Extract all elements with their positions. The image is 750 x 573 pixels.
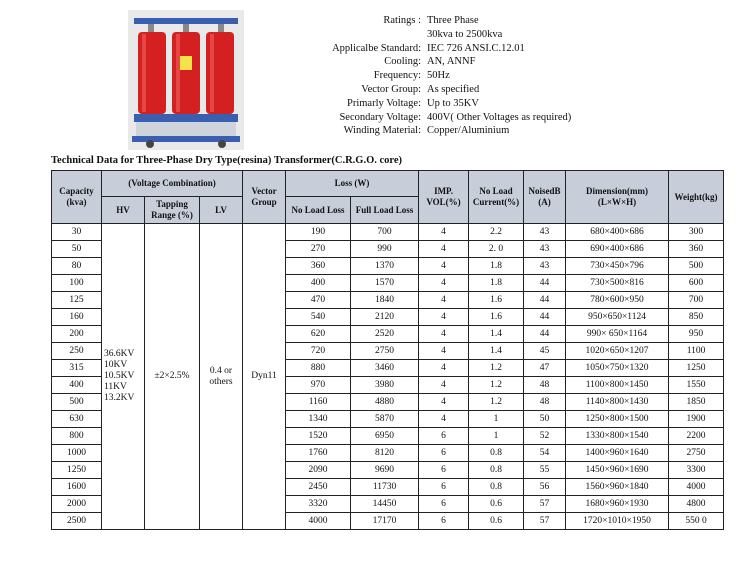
spec-row bbox=[285, 28, 571, 42]
spec-value: Up to 35KV bbox=[427, 97, 479, 109]
no-load-current-cell: 1.8 bbox=[469, 258, 524, 275]
capacity-cell: 1250 bbox=[52, 462, 102, 479]
table-body bbox=[52, 224, 724, 530]
noise-cell: 56 bbox=[524, 479, 566, 496]
header-vector-group: Vector Group bbox=[243, 171, 286, 224]
header-voltage-combination: (Voltage Combination) bbox=[102, 171, 243, 197]
spec-label: Cooling: bbox=[384, 56, 421, 68]
weight-cell: 2200 bbox=[669, 428, 724, 445]
spec-row bbox=[285, 69, 571, 83]
weight-cell: 3300 bbox=[669, 462, 724, 479]
capacity-cell: 315 bbox=[52, 360, 102, 377]
weight-cell: 2750 bbox=[669, 445, 724, 462]
capacity-cell: 80 bbox=[52, 258, 102, 275]
imp-vol-cell: 4 bbox=[419, 343, 469, 360]
no-load-current-cell: 1 bbox=[469, 428, 524, 445]
weight-cell: 1900 bbox=[669, 411, 724, 428]
spec-value: IEC 726 ANSI.C.12.01 bbox=[427, 42, 525, 54]
imp-vol-cell: 4 bbox=[419, 258, 469, 275]
dimension-cell: 1330×800×1540 bbox=[566, 428, 669, 445]
spec-row bbox=[285, 111, 571, 125]
technical-data-table bbox=[51, 170, 724, 530]
specifications-list bbox=[285, 14, 571, 138]
header-full-load-loss: Full Load Loss bbox=[351, 197, 419, 224]
capacity-cell: 630 bbox=[52, 411, 102, 428]
dimension-cell: 1400×960×1640 bbox=[566, 445, 669, 462]
noise-cell: 48 bbox=[524, 377, 566, 394]
capacity-cell: 160 bbox=[52, 309, 102, 326]
imp-vol-cell: 4 bbox=[419, 411, 469, 428]
no-load-loss-cell: 190 bbox=[286, 224, 351, 241]
dimension-cell: 1560×960×1840 bbox=[566, 479, 669, 496]
tapping-range-merged-cell: ±2×2.5% bbox=[145, 224, 200, 530]
noise-cell: 47 bbox=[524, 360, 566, 377]
no-load-current-cell: 1 bbox=[469, 411, 524, 428]
header-dimension: Dimension(mm) (L×W×H) bbox=[566, 171, 669, 224]
dimension-cell: 690×400×686 bbox=[566, 241, 669, 258]
weight-cell: 300 bbox=[669, 224, 724, 241]
spec-row bbox=[285, 124, 571, 138]
weight-cell: 550 0 bbox=[669, 513, 724, 530]
imp-vol-cell: 4 bbox=[419, 360, 469, 377]
dimension-cell: 730×450×796 bbox=[566, 258, 669, 275]
full-load-loss-cell: 4880 bbox=[351, 394, 419, 411]
no-load-current-cell: 1.2 bbox=[469, 360, 524, 377]
dimension-cell: 1140×800×1430 bbox=[566, 394, 669, 411]
full-load-loss-cell: 17170 bbox=[351, 513, 419, 530]
spec-row bbox=[285, 83, 571, 97]
header-weight: Weight(kg) bbox=[669, 171, 724, 224]
full-load-loss-cell: 2520 bbox=[351, 326, 419, 343]
full-load-loss-cell: 6950 bbox=[351, 428, 419, 445]
capacity-cell: 30 bbox=[52, 224, 102, 241]
no-load-loss-cell: 970 bbox=[286, 377, 351, 394]
noise-cell: 48 bbox=[524, 394, 566, 411]
imp-vol-cell: 6 bbox=[419, 513, 469, 530]
capacity-cell: 250 bbox=[52, 343, 102, 360]
transformer-photo bbox=[128, 10, 244, 150]
full-load-loss-cell: 700 bbox=[351, 224, 419, 241]
no-load-loss-cell: 1760 bbox=[286, 445, 351, 462]
no-load-loss-cell: 270 bbox=[286, 241, 351, 258]
no-load-current-cell: 0.6 bbox=[469, 496, 524, 513]
header-no-load-current: No Load Current(%) bbox=[469, 171, 524, 224]
weight-cell: 4800 bbox=[669, 496, 724, 513]
capacity-cell: 400 bbox=[52, 377, 102, 394]
weight-cell: 360 bbox=[669, 241, 724, 258]
no-load-loss-cell: 1340 bbox=[286, 411, 351, 428]
weight-cell: 4000 bbox=[669, 479, 724, 496]
no-load-loss-cell: 4000 bbox=[286, 513, 351, 530]
header-lv: LV bbox=[200, 197, 243, 224]
spec-row bbox=[285, 42, 571, 56]
full-load-loss-cell: 5870 bbox=[351, 411, 419, 428]
noise-cell: 54 bbox=[524, 445, 566, 462]
header-imp-vol: IMP. VOL(%) bbox=[419, 171, 469, 224]
imp-vol-cell: 4 bbox=[419, 326, 469, 343]
spec-value: As specified bbox=[427, 83, 480, 95]
no-load-current-cell: 0.8 bbox=[469, 445, 524, 462]
full-load-loss-cell: 1370 bbox=[351, 258, 419, 275]
noise-cell: 45 bbox=[524, 343, 566, 360]
spec-value: 400V( Other Voltages as required) bbox=[427, 111, 572, 123]
no-load-loss-cell: 360 bbox=[286, 258, 351, 275]
no-load-current-cell: 0.6 bbox=[469, 513, 524, 530]
noise-cell: 44 bbox=[524, 309, 566, 326]
no-load-loss-cell: 3320 bbox=[286, 496, 351, 513]
full-load-loss-cell: 3460 bbox=[351, 360, 419, 377]
imp-vol-cell: 6 bbox=[419, 445, 469, 462]
weight-cell: 950 bbox=[669, 326, 724, 343]
spec-label: Applicalbe Standard: bbox=[332, 42, 421, 54]
weight-cell: 850 bbox=[669, 309, 724, 326]
spec-label: Primarly Voltage: bbox=[347, 97, 421, 109]
imp-vol-cell: 6 bbox=[419, 428, 469, 445]
no-load-loss-cell: 470 bbox=[286, 292, 351, 309]
noise-cell: 50 bbox=[524, 411, 566, 428]
capacity-cell: 2000 bbox=[52, 496, 102, 513]
dimension-cell: 680×400×686 bbox=[566, 224, 669, 241]
imp-vol-cell: 4 bbox=[419, 292, 469, 309]
dimension-cell: 1050×750×1320 bbox=[566, 360, 669, 377]
capacity-cell: 125 bbox=[52, 292, 102, 309]
capacity-cell: 500 bbox=[52, 394, 102, 411]
header-no-load-loss: No Load Loss bbox=[286, 197, 351, 224]
spec-value: 50Hz bbox=[427, 70, 450, 82]
no-load-current-cell: 1.2 bbox=[469, 377, 524, 394]
capacity-cell: 1000 bbox=[52, 445, 102, 462]
imp-vol-cell: 6 bbox=[419, 496, 469, 513]
noise-cell: 43 bbox=[524, 241, 566, 258]
full-load-loss-cell: 3980 bbox=[351, 377, 419, 394]
capacity-cell: 2500 bbox=[52, 513, 102, 530]
spec-value: Three Phase bbox=[427, 15, 479, 26]
weight-cell: 1550 bbox=[669, 377, 724, 394]
capacity-cell: 100 bbox=[52, 275, 102, 292]
weight-cell: 600 bbox=[669, 275, 724, 292]
full-load-loss-cell: 14450 bbox=[351, 496, 419, 513]
no-load-current-cell: 1.2 bbox=[469, 394, 524, 411]
no-load-current-cell: 1.6 bbox=[469, 292, 524, 309]
no-load-current-cell: 0.8 bbox=[469, 462, 524, 479]
no-load-loss-cell: 1160 bbox=[286, 394, 351, 411]
header-hv: HV bbox=[102, 197, 145, 224]
dimension-cell: 1100×800×1450 bbox=[566, 377, 669, 394]
noise-cell: 44 bbox=[524, 326, 566, 343]
weight-cell: 500 bbox=[669, 258, 724, 275]
full-load-loss-cell: 11730 bbox=[351, 479, 419, 496]
noise-cell: 43 bbox=[524, 224, 566, 241]
spec-row bbox=[285, 55, 571, 69]
full-load-loss-cell: 990 bbox=[351, 241, 419, 258]
full-load-loss-cell: 2120 bbox=[351, 309, 419, 326]
noise-cell: 55 bbox=[524, 462, 566, 479]
no-load-current-cell: 2. 0 bbox=[469, 241, 524, 258]
imp-vol-cell: 4 bbox=[419, 224, 469, 241]
imp-vol-cell: 4 bbox=[419, 241, 469, 258]
capacity-cell: 200 bbox=[52, 326, 102, 343]
capacity-cell: 50 bbox=[52, 241, 102, 258]
full-load-loss-cell: 2750 bbox=[351, 343, 419, 360]
full-load-loss-cell: 9690 bbox=[351, 462, 419, 479]
weight-cell: 1100 bbox=[669, 343, 724, 360]
dimension-cell: 990× 650×1164 bbox=[566, 326, 669, 343]
spec-label: Ratings : bbox=[383, 15, 421, 26]
noise-cell: 44 bbox=[524, 275, 566, 292]
no-load-current-cell: 1.6 bbox=[469, 309, 524, 326]
dimension-cell: 1680×960×1930 bbox=[566, 496, 669, 513]
no-load-current-cell: 0.8 bbox=[469, 479, 524, 496]
weight-cell: 1250 bbox=[669, 360, 724, 377]
header-capacity: Capacity (kva) bbox=[52, 171, 102, 224]
vector-group-merged-cell: Dyn11 bbox=[243, 224, 286, 530]
spec-label: Winding Material: bbox=[343, 125, 421, 137]
table-title: Technical Data for Three-Phase Dry Type(resina) Transformer(C.R.G.O. core) bbox=[51, 155, 403, 166]
noise-cell: 52 bbox=[524, 428, 566, 445]
header-loss: Loss (W) bbox=[286, 171, 419, 197]
dimension-cell: 730×500×816 bbox=[566, 275, 669, 292]
imp-vol-cell: 4 bbox=[419, 394, 469, 411]
imp-vol-cell: 6 bbox=[419, 462, 469, 479]
spec-value: AN, ANNF bbox=[427, 56, 476, 68]
dimension-cell: 1250×800×1500 bbox=[566, 411, 669, 428]
no-load-current-cell: 1.4 bbox=[469, 343, 524, 360]
spec-label: Frequency: bbox=[373, 70, 421, 82]
noise-cell: 44 bbox=[524, 292, 566, 309]
dimension-cell: 1720×1010×1950 bbox=[566, 513, 669, 530]
imp-vol-cell: 4 bbox=[419, 309, 469, 326]
no-load-loss-cell: 1520 bbox=[286, 428, 351, 445]
capacity-cell: 800 bbox=[52, 428, 102, 445]
noise-cell: 57 bbox=[524, 496, 566, 513]
imp-vol-cell: 4 bbox=[419, 377, 469, 394]
spec-label: Secondary Voltage: bbox=[339, 111, 421, 123]
spec-row bbox=[285, 97, 571, 111]
dimension-cell: 1450×960×1690 bbox=[566, 462, 669, 479]
imp-vol-cell: 6 bbox=[419, 479, 469, 496]
dimension-cell: 780×600×950 bbox=[566, 292, 669, 309]
table-row bbox=[52, 224, 724, 241]
full-load-loss-cell: 8120 bbox=[351, 445, 419, 462]
dimension-cell: 950×650×1124 bbox=[566, 309, 669, 326]
no-load-loss-cell: 720 bbox=[286, 343, 351, 360]
spec-label bbox=[285, 28, 427, 42]
dimension-cell: 1020×650×1207 bbox=[566, 343, 669, 360]
no-load-loss-cell: 880 bbox=[286, 360, 351, 377]
spec-value: 30kva to 2500kva bbox=[427, 28, 503, 40]
full-load-loss-cell: 1570 bbox=[351, 275, 419, 292]
header-noise: NoisedB (A) bbox=[524, 171, 566, 224]
weight-cell: 700 bbox=[669, 292, 724, 309]
no-load-loss-cell: 2090 bbox=[286, 462, 351, 479]
no-load-loss-cell: 540 bbox=[286, 309, 351, 326]
header-tapping-range: Tapping Range (%) bbox=[145, 197, 200, 224]
no-load-current-cell: 1.4 bbox=[469, 326, 524, 343]
capacity-cell: 1600 bbox=[52, 479, 102, 496]
noise-cell: 43 bbox=[524, 258, 566, 275]
noise-cell: 57 bbox=[524, 513, 566, 530]
spec-value: Copper/Aluminium bbox=[427, 125, 510, 137]
imp-vol-cell: 4 bbox=[419, 275, 469, 292]
no-load-loss-cell: 620 bbox=[286, 326, 351, 343]
lv-merged-cell: 0.4 or others bbox=[200, 224, 243, 530]
full-load-loss-cell: 1840 bbox=[351, 292, 419, 309]
spec-row bbox=[285, 14, 571, 28]
no-load-current-cell: 1.8 bbox=[469, 275, 524, 292]
hv-merged-cell: 36.6KV 10KV 10.5KV 11KV 13.2KV bbox=[102, 224, 145, 530]
weight-cell: 1850 bbox=[669, 394, 724, 411]
spec-label: Vector Group: bbox=[361, 83, 421, 95]
no-load-current-cell: 2.2 bbox=[469, 224, 524, 241]
no-load-loss-cell: 400 bbox=[286, 275, 351, 292]
no-load-loss-cell: 2450 bbox=[286, 479, 351, 496]
